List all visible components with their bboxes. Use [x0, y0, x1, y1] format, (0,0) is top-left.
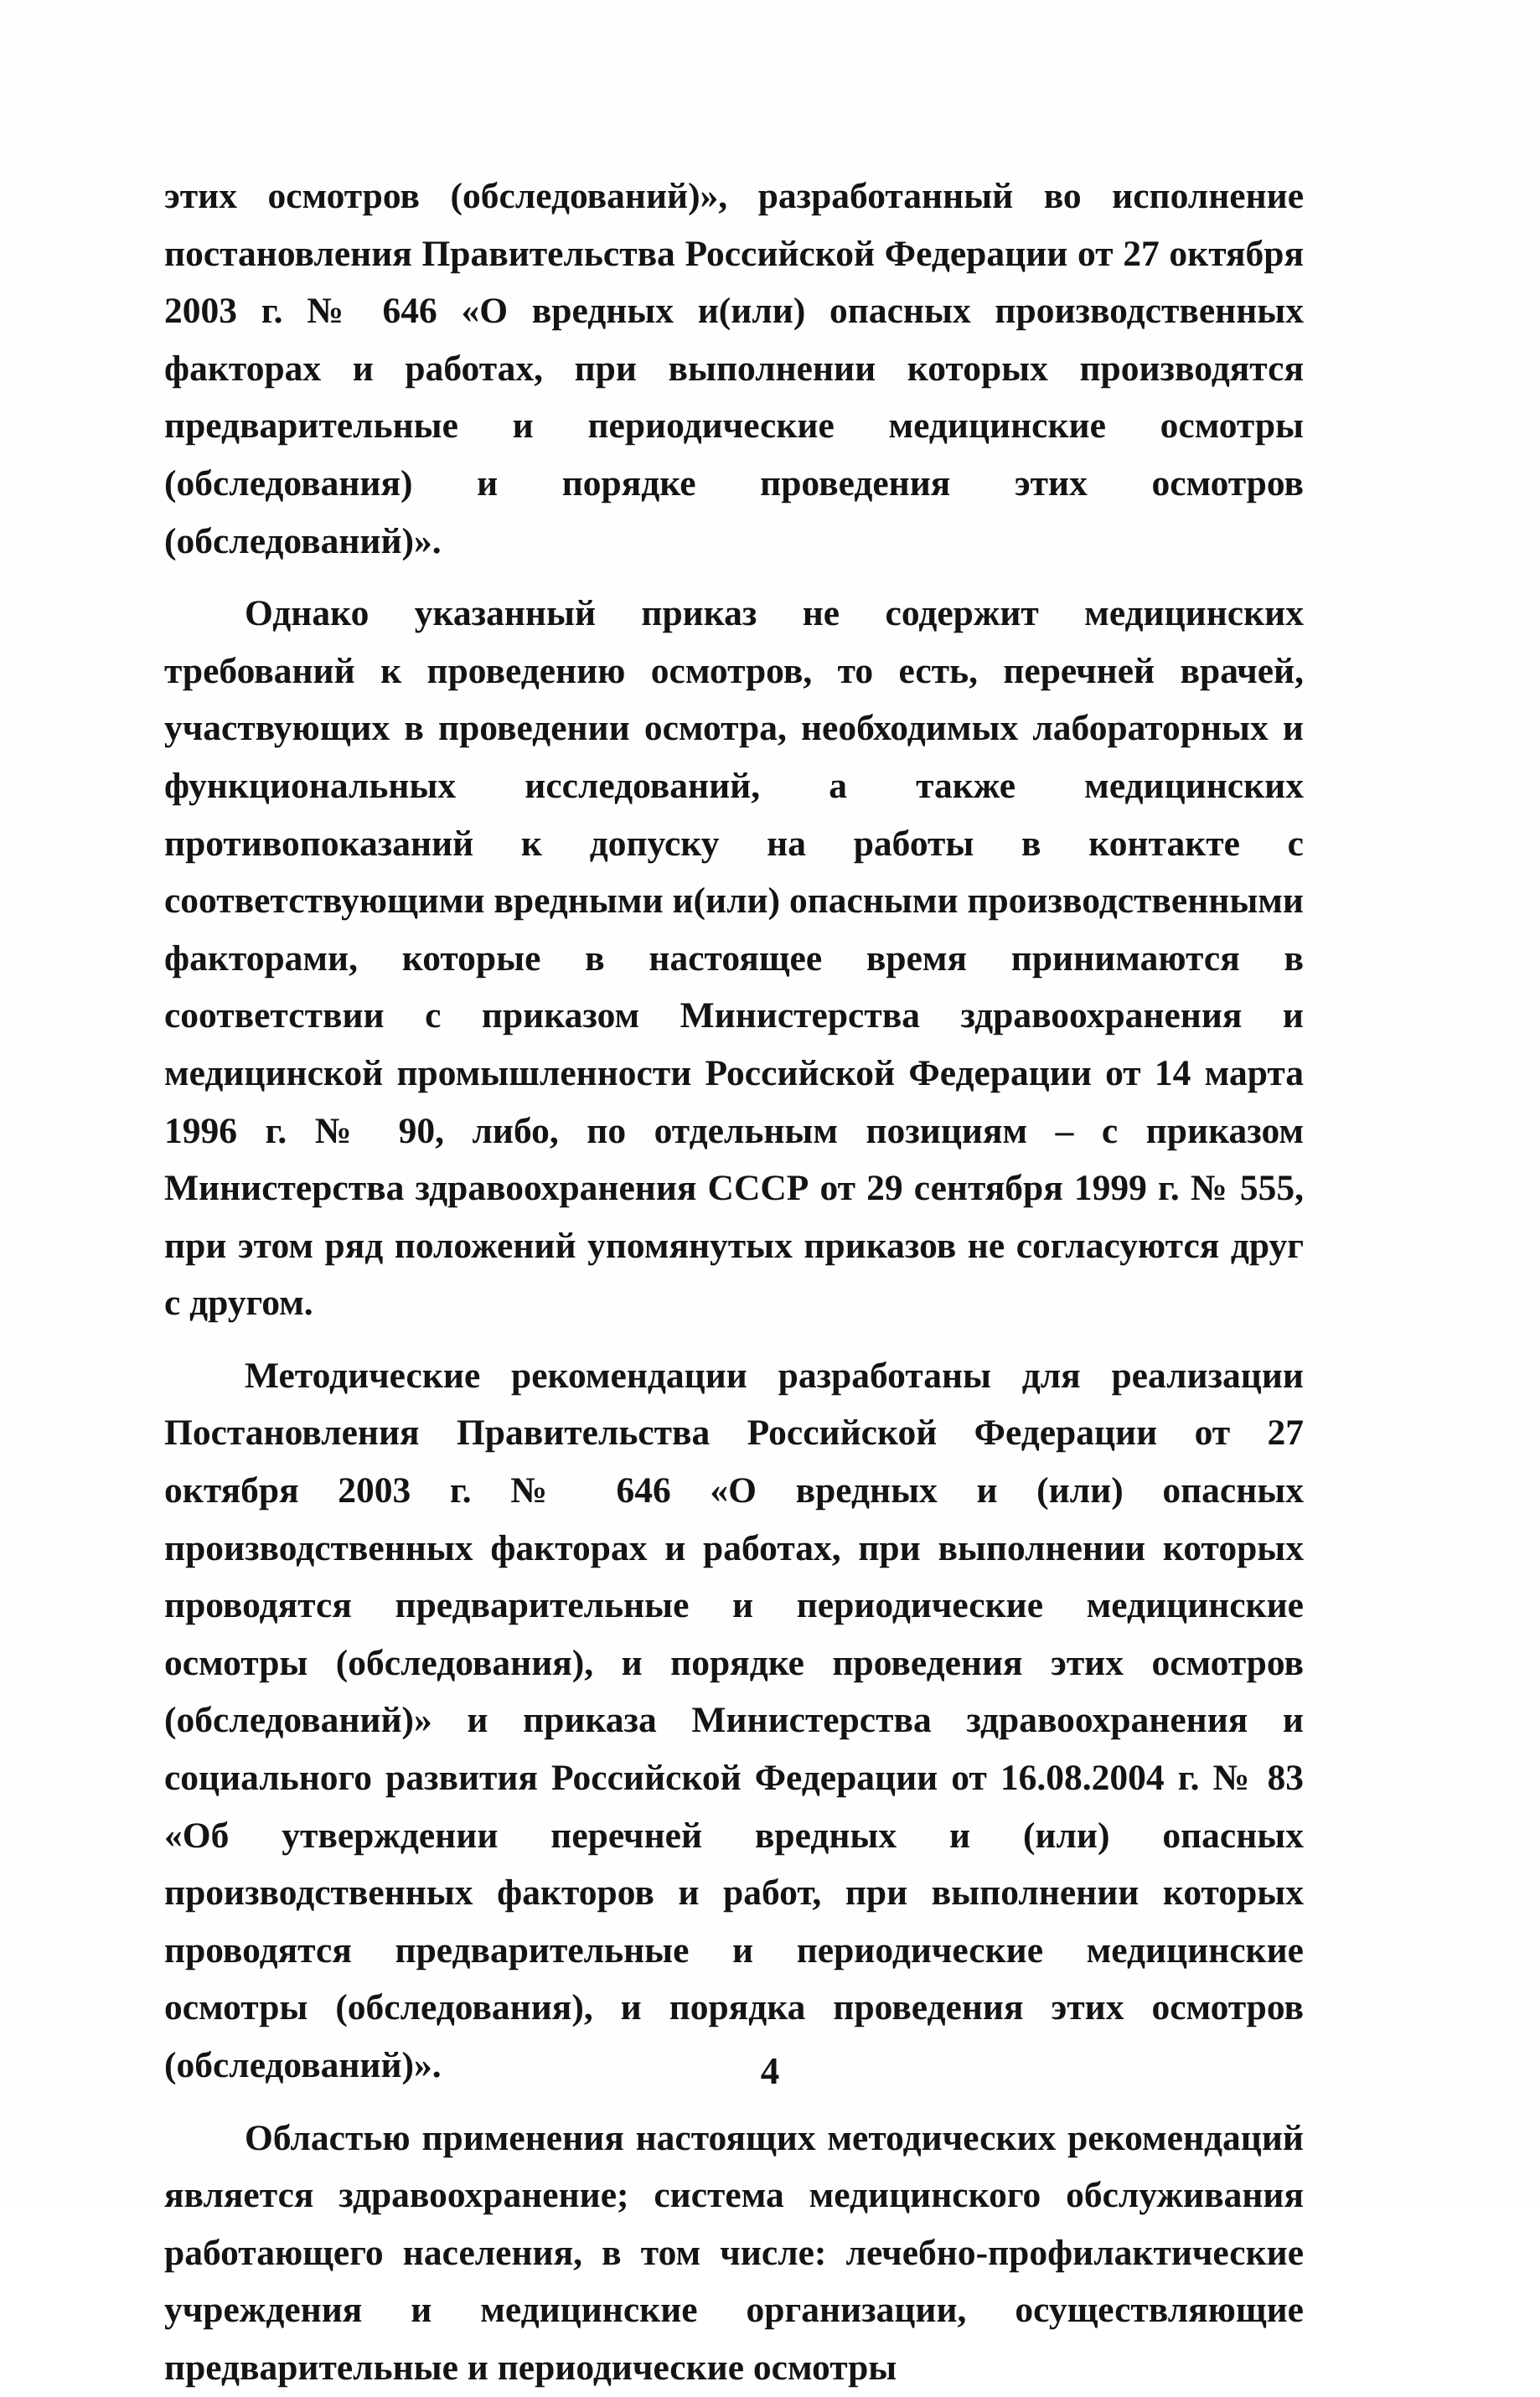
paragraph-4: Областью применения настоящих методических рекомендаций является здравоохранение; система медицинского обслуживания работающего населения, в том числе: лечебно-профилактические учреждения и медицинские организации, осуществляющие предварительные и периодические осмотры [164, 2117, 1304, 2388]
paragraph-3: Методические рекомендации разработаны для реализации Постановления Правительства Российской Федерации от 27 октября 2003 г. № 646 «О вредных и (или) опасных производственных факторах и работах, при выполнении которых проводятся предварительные и периодические медицинские осмотры (обследования), и порядке проведения этих осмотров (обследований)» и приказа Министерства здравоохранения и социального развития Российской Федерации от 16.08.2004 г. № 83 «Об утверждении перечней вредных и (или) опасных производственных факторов и работ, при выполнении которых проводятся предварительные и периодические медицинские осмотры (обследования), и порядка проведения этих осмотров (обследований)». [164, 1355, 1304, 2085]
page-number: 4 [760, 2050, 780, 2092]
paragraph-2: Однако указанный приказ не содержит медицинских требований к проведению осмотров, то есть, перечней врачей, участвующих в проведении осмотра, необходимых лабораторных и функциональных исследований, а также медицинских противопоказаний к допуску на работы в контакте с соответствующими вредными и(или) опасными производственными факторами, которые в настоящее время принимаются в соответствии с приказом Министерства здравоохранения и медицинской промышленности Российской Федерации от 14 марта 1996 г. № 90, либо, по отдельным позициям – с приказом Министерства здравоохранения СССР от 29 сентября 1999 г. № 555, при этом ряд положений упомянутых приказов не согласуются друг с другом. [164, 593, 1304, 1324]
paragraph-1: этих осмотров (обследований)», разработанный во исполнение постановления Правительства Российской Федерации от 27 октября 2003 г. № 646 «О вредных и(или) опасных производственных факторах и работах, при выполнении которых производятся предварительные и периодические медицинские осмотры (обследования) и порядке проведения этих осмотров (обследований)». [164, 176, 1304, 561]
